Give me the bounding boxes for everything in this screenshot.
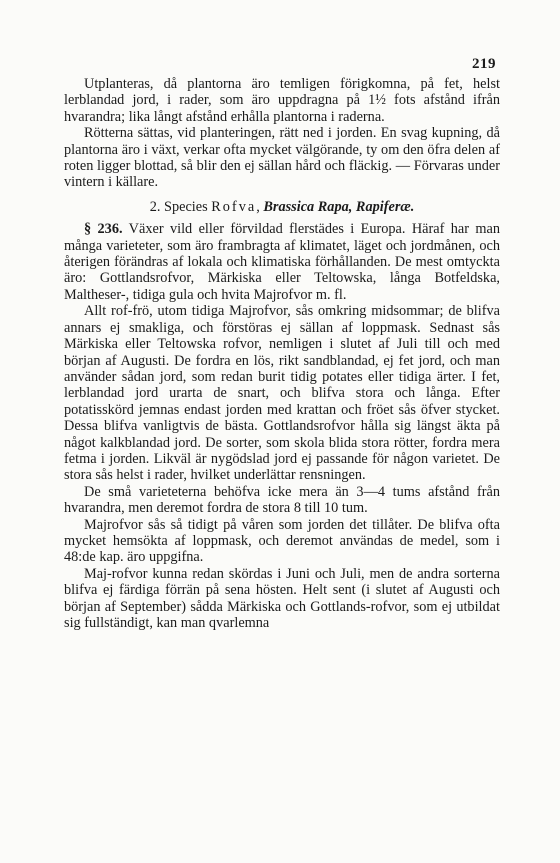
section-label: § 236. <box>84 221 123 238</box>
paragraph-roots: Rötterna sättas, vid planteringen, rätt ned i jorden. En svag kupning, då plantorna äro i växt, verkar ofta mycket välgörande, ty om den öfra delen af roten ligger blottad, så blir den ej sällan hård och fläckig. — Förvaras under vintern i källare. <box>64 125 500 191</box>
species-latin: Brassica Rapa, Rapiferæ. <box>263 198 415 215</box>
species-name: Rofva <box>211 198 257 215</box>
section-intro-text: Växer vild eller förvildad flerstädes i Europa. Häraf har man många varieteter, som äro frambragta af klimatet, läget och jordmånen, och återigen förändras af lokala och klimatiska förhållanden. De mest omtyckta äro: Gottlandsrofvor, Märkiska eller Teltowska, långa Botfeldska, Maltheser-, tidiga gula och hvita Majrofvor m. fl. <box>64 221 500 303</box>
paragraph-planting: Utplanteras, då plantorna äro temligen förigkomna, på fet, helst lerblandad jord, i rader, som äro uppdragna på 1½ fots afstånd ifrån hvarandra; lika långt afstånd erhålla plantorna i raderna. <box>64 76 500 125</box>
species-heading: 2. Species Rofva, Brassica Rapa, Rapiferæ. <box>149 198 415 215</box>
paragraph-spacing: De små varieteterna behöfva icke mera än 3—4 tums afstånd från hvarandra, men deremot fordra de stora 8 till 10 tum. <box>64 483 500 517</box>
paragraph-sowing: Allt rof-frö, utom tidiga Majrofvor, sås omkring midsommar; de blifva annars ej smakliga, och förstöras ej sällan af loppmask. Sednast sås Märkiska eller Teltowska rofvor, nemligen i slutet af Juli till och med början af Augusti. De fordra en lös, rikt sandblandad, ej fet jord, och man använder sådan jord, som redan burit tidig potates eller tidiga ärter. I fet, lerblandad jord urarta de snart, och blifva stora och långa. Efter potatisskörd jemnas endast jorden med krattan och fröet sås öfver stycket. Dessa blifva vanligtvis de bästa. Gottlandsrofvor hålla sig längst äkta på något kalkblandad jord. De sorter, som skola blida stora rötter, fordra mera fetma i jorden. Likväl är nygödslad jord ej passande för någon varietet. De stora sås helst i rader, hvilket underlättar rensningen. <box>64 303 500 484</box>
paragraph-may-turnips: Majrofvor sås så tidigt på våren som jorden det tillåter. De blifva ofta mycket hemsökta af loppmask, och deremot användas de medel, som i 48:de kap. äro uppgifna. <box>64 516 500 566</box>
page-number: 219 <box>472 56 496 72</box>
species-prefix: 2. Species <box>149 198 212 215</box>
section-paragraph-intro <box>64 221 500 303</box>
paragraph-harvest: Maj-rofvor kunna redan skördas i Juni och Juli, men de andra sorterna blifva ej färdiga förrän på sena hösten. Helt sent (i slutet af Augusti och början af September) sådda Märkiska och Gottlands-rofvor, som ej utbildat sig fullständigt, kan man qvarlemna <box>64 565 500 631</box>
page-text <box>64 76 500 631</box>
